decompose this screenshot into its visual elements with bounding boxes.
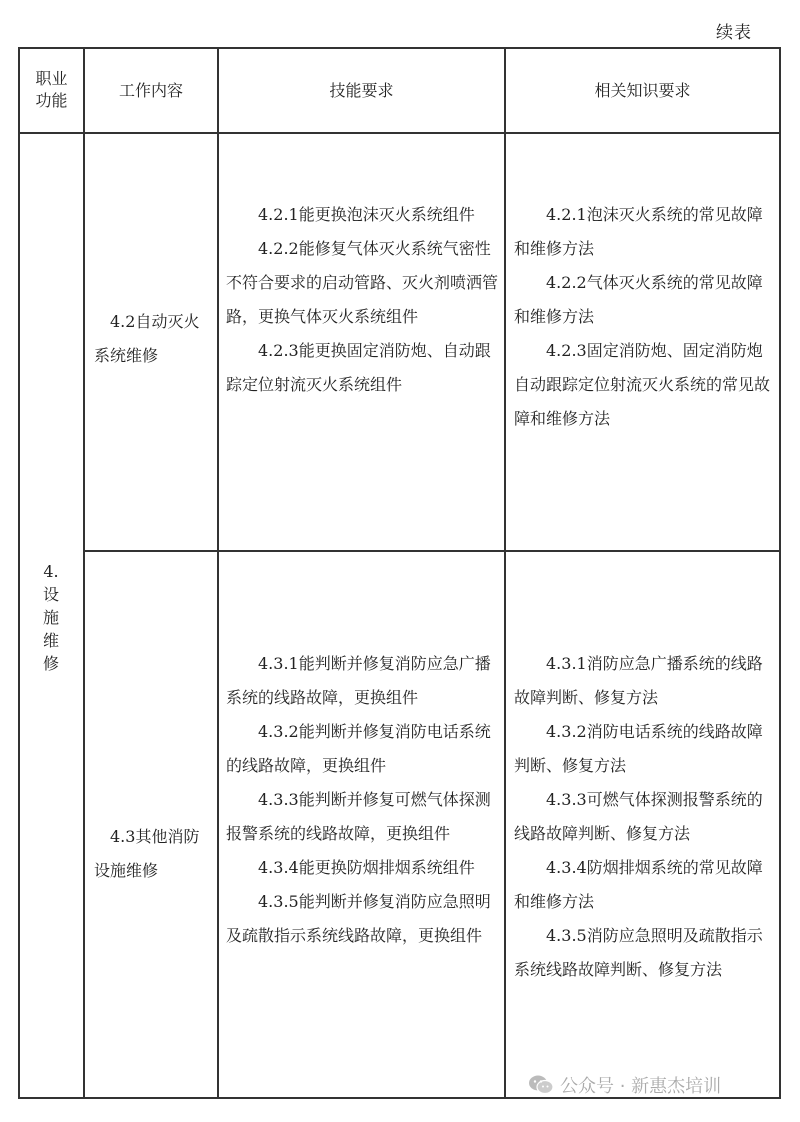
knowledge-item: 4.3.2消防电话系统的线路故障判断、修复方法	[514, 722, 763, 775]
knowledge-cell	[514, 198, 774, 436]
wechat-icon	[528, 1074, 554, 1096]
skill-item: 4.3.2能判断并修复消防电话系统的线路故障，更换组件	[226, 722, 491, 775]
skill-item: 4.2.3能更换固定消防炮、自动跟踪定位射流灭火系统组件	[226, 341, 491, 394]
work-content-cell: 4.2自动灭火 系统维修	[94, 312, 200, 365]
header-skill-requirements: 技能要求	[329, 81, 394, 100]
watermark-text: 公众号 · 新惠杰培训	[560, 1076, 722, 1097]
header-work-content: 工作内容	[118, 81, 183, 100]
skills-cell	[226, 198, 498, 402]
skill-item: 4.2.1能更换泡沫灭火系统组件	[258, 205, 475, 224]
watermark	[528, 1072, 721, 1098]
skill-item: 4.2.2能修复气体灭火系统气密性不符合要求的启动管路、灭火剂喷洒管路，更换气体灭火系统组件	[226, 239, 499, 326]
knowledge-item: 4.3.4防烟排烟系统的常见故障和维修方法	[514, 858, 763, 911]
knowledge-item: 4.2.2气体灭火系统的常见故障和维修方法	[514, 273, 763, 326]
skill-item: 4.3.1能判断并修复消防应急广播系统的线路故障，更换组件	[226, 654, 491, 707]
knowledge-item: 4.2.3固定消防炮、固定消防炮自动跟踪定位射流灭火系统的常见故障和维修方法	[514, 341, 771, 428]
knowledge-item: 4.3.1消防应急广播系统的线路故障判断、修复方法	[514, 654, 763, 707]
skill-item: 4.3.4能更换防烟排烟系统组件	[258, 858, 475, 877]
work-content-cell: 4.3其他消防 设施维修	[94, 827, 200, 880]
knowledge-item: 4.2.1泡沫灭火系统的常见故障和维修方法	[514, 205, 763, 258]
function-cell: 4. 设 施 维 修	[42, 562, 59, 673]
knowledge-item: 4.3.5消防应急照明及疏散指示系统线路故障判断、修复方法	[514, 926, 763, 979]
knowledge-cell	[514, 647, 774, 987]
header-knowledge-requirements: 相关知识要求	[594, 81, 691, 100]
continued-label: 续表	[716, 23, 752, 43]
skill-item: 4.3.5能判断并修复消防应急照明及疏散指示系统线路故障，更换组件	[226, 892, 491, 945]
knowledge-item: 4.3.3可燃气体探测报警系统的线路故障判断、修复方法	[514, 790, 763, 843]
header-occupation-function: 职业 功能	[35, 69, 68, 110]
skill-item: 4.3.3能判断并修复可燃气体探测报警系统的线路故障，更换组件	[226, 790, 491, 843]
skills-cell	[226, 647, 498, 953]
